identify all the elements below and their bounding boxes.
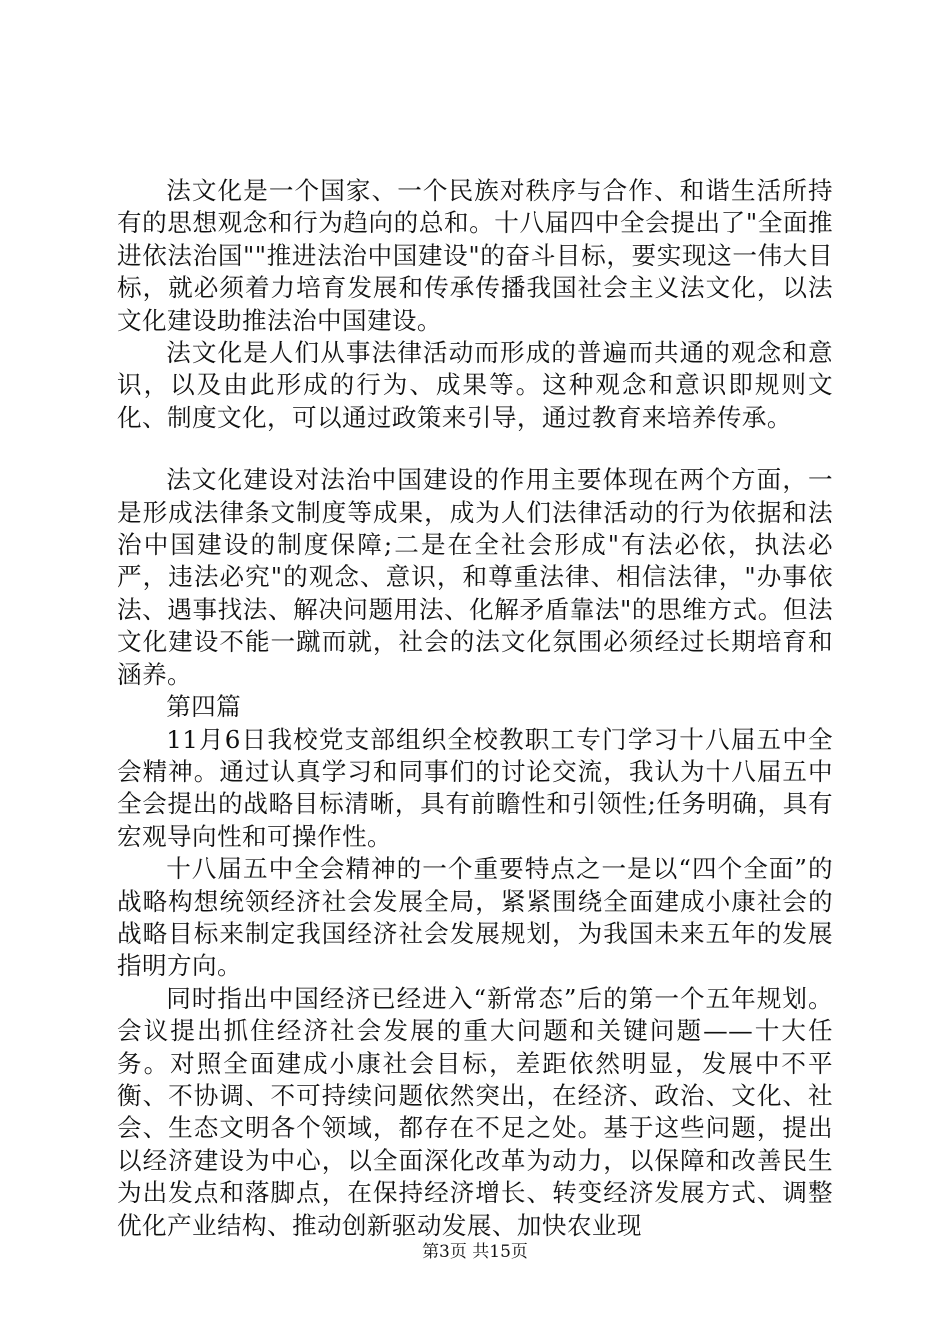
paragraph-5: 十八届五中全会精神的一个重要特点之一是以“四个全面”的战略构想统领经济社会发展全局，紧紧围绕全面建成小康社会的战略目标来制定我国经济社会发展规划，为我国未来五年的发展指明方向。 — [117, 854, 833, 981]
document-body — [117, 175, 833, 1242]
paragraph-1: 法文化是一个国家、一个民族对秩序与合作、和谐生活所持有的思想观念和行为趋向的总和。十八届四中全会提出了"全面推进依法治国""推进法治中国建设"的奋斗目标，要实现这一伟大目标，就必须着力培育发展和传承传播我国社会主义法文化，以法文化建设助推法治中国建设。 — [117, 176, 833, 335]
page-footer: 第3页 共15页 — [422, 1242, 528, 1262]
section-heading: 第四篇 — [166, 692, 242, 722]
paragraph-3: 法文化建设对法治中国建设的作用主要体现在两个方面，一是形成法律条文制度等成果，成为人们法律活动的行为依据和法治中国建设的制度保障;二是在全社会形成"有法必依，执法必严，违法必究"的观念、意识，和尊重法律、相信法律，"办事依法、遇事找法、解决问题用法、化解矛盾靠法"的思维方式。但法文化建设不能一蹴而就，社会的法文化氛围必须经过长期培育和涵养。 — [117, 465, 833, 689]
paragraph-2: 法文化是人们从事法律活动而形成的普遍而共通的观念和意识，以及由此形成的行为、成果等。这种观念和意识即规则文化、制度文化，可以通过政策来引导，通过教育来培养传承。 — [117, 338, 833, 432]
paragraph-4: 11月6日我校党支部组织全校教职工专门学习十八届五中全会精神。通过认真学习和同事们的讨论交流，我认为十八届五中全会提出的战略目标清晰，具有前瞻性和引领性;任务明确，具有宏观导向性和可操作性。 — [117, 724, 833, 851]
paragraph-spacer — [117, 434, 833, 464]
paragraph-6: 同时指出中国经济已经进入“新常态”后的第一个五年规划。会议提出抓住经济社会发展的重大问题和关键问题——十大任务。对照全面建成小康社会目标，差距依然明显，发展中不平衡、不协调、不可持续问题依然突出，在经济、政治、文化、社会、生态文明各个领域，都存在不足之处。基于这些问题，提出以经济建设为中心，以全面深化改革为动力，以保障和改善民生为出发点和落脚点，在保持经济增长、转变经济发展方式、调整优化产业结构、推动创新驱动发展、加快农业现 — [117, 983, 833, 1240]
